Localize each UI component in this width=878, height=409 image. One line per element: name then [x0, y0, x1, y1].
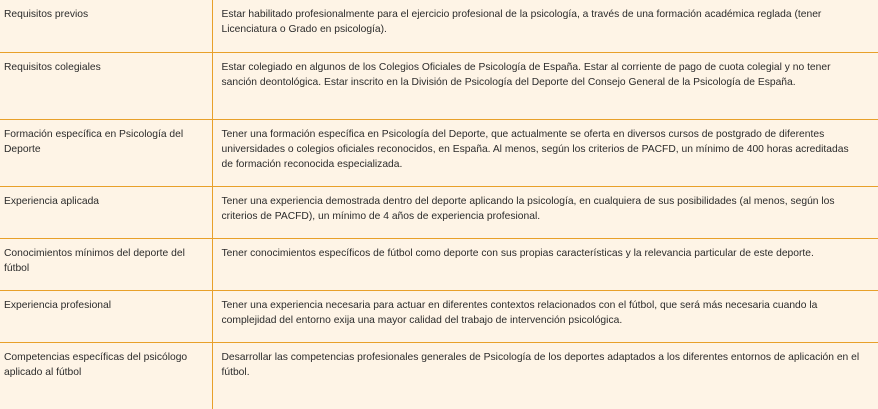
- row-label: Formación específica en Psicología del Deporte: [0, 119, 212, 186]
- row-description: Tener una experiencia necesaria para actuar en diferentes contextos relacionados con el fútbol, que será más necesaria cuando la complejidad del entorno exija una mayor calidad del trabajo de intervención psicológica.: [212, 290, 878, 342]
- table-row: [0, 238, 878, 290]
- row-description: Estar colegiado en algunos de los Colegios Oficiales de Psicología de España. Estar al corriente de pago de cuota colegial y no tener sanción deontológica. Estar inscrito en la División de Psicología del Deporte del Consejo General de la Psicología de España.: [212, 52, 878, 119]
- table-row: [0, 0, 878, 52]
- table-row: [0, 290, 878, 342]
- row-description: Tener una formación específica en Psicología del Deporte, que actualmente se oferta en diversos cursos de postgrado de diferentes universidades o colegios oficiales reconocidos, en España. Al menos, según los criterios de PACFD, un mínimo de 400 horas acreditadas de formación reconocida especializada.: [212, 119, 878, 186]
- row-description: Estar habilitado profesionalmente para el ejercicio profesional de la psicología, a través de una formación académica reglada (tener Licenciatura o Grado en psicología).: [212, 0, 878, 52]
- row-description: Desarrollar las competencias profesionales generales de Psicología de los deportes adaptados a los diferentes entornos de aplicación en el fútbol.: [221, 351, 860, 378]
- table-row: [0, 342, 878, 409]
- table-row: [0, 52, 878, 119]
- row-description: Tener conocimientos específicos de fútbol como deporte con sus propias características y la relevancia particular de este deporte.: [212, 238, 878, 290]
- row-label: Requisitos colegiales: [0, 52, 212, 119]
- row-label: Requisitos previos: [0, 0, 212, 52]
- row-label: Experiencia profesional: [0, 290, 212, 342]
- row-label: Conocimientos mínimos del deporte del fútbol: [0, 238, 212, 290]
- table-row: [0, 186, 878, 238]
- row-label: Competencias específicas del psicólogo aplicado al fútbol: [0, 342, 212, 409]
- table-row: [0, 119, 878, 186]
- row-label: Experiencia aplicada: [0, 186, 212, 238]
- row-description: Tener una experiencia demostrada dentro del deporte aplicando la psicología, en cualquiera de sus posibilidades (al menos, según los criterios de PACFD), un mínimo de 4 años de experiencia profesional.: [212, 186, 878, 238]
